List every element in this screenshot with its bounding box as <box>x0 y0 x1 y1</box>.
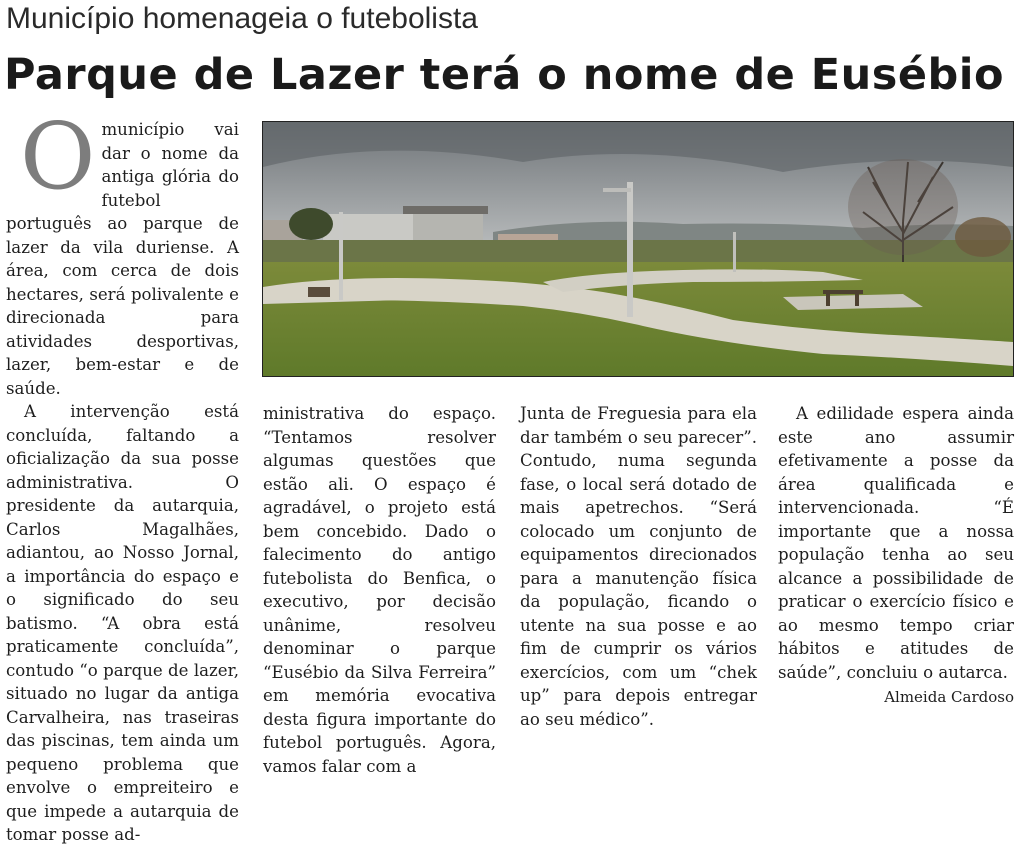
paragraph-1-text: município vai dar o nome da antiga glória do futebol português ao parque de lazer da vila duriense. A área, com cerca de dois hectares, será polivalente e direcionada para atividades desportivas, lazer, bem-estar e de saúde. <box>6 120 239 398</box>
paragraph-1 <box>6 103 239 400</box>
article-column-1 <box>6 103 239 847</box>
paragraph-3: ministrativa do espaço. “Tentamos resolver algumas questões que estão ali. O espaço é agradável, o projeto está bem concebido. Dado o falecimento do antigo futebolista do Benfica, o executivo, por decisão unânime, resolveu denominar o parque “Eusébio da Silva Ferreira” em memória evocativa desta figura importante do futebol português. Agora, vamos falar com a <box>263 404 496 776</box>
author-byline: Almeida Cardoso <box>884 688 1014 706</box>
article-headline: Parque de Lazer terá o nome de Eusébio <box>4 50 1005 100</box>
paragraph-4: Junta de Freguesia para ela dar também o seu parecer”. Contudo, numa segunda fase, o local será dotado de mais apetrechos. “Será colocado um conjunto de equipamentos direcionados para a manutenção física da população, ficando o utente na sua posse e ao fim de cumprir os vários exercícios, com um “chek up” para depois entregar ao seu médico”. <box>520 404 757 729</box>
park-photo <box>262 121 1014 377</box>
paragraph-5: A edilidade espera ainda este ano assumir efetivamente a posse da área qualificada e intervencionada. “É importante que a nossa população tenha ao seu alcance a possibilidade de praticar o exercício físico e ao mesmo tempo criar hábitos e atitudes de saúde”, concluiu o autarca. <box>778 404 1014 682</box>
article-kicker: Município homenageia o futebolista <box>6 2 478 35</box>
drop-cap: O <box>20 103 96 210</box>
article-column-3 <box>520 402 757 731</box>
article-column-4 <box>778 402 1014 710</box>
paragraph-2: A intervenção está concluída, faltando a oficialização da sua posse administrativa. O presidente da autarquia, Carlos Magalhães, adiantou, ao Nosso Jornal, a importância do espaço e o significado do seu batismo. “A obra está praticamente concluída”, contudo “o parque de lazer, situado no lugar da antiga Carvalheira, nas traseiras das piscinas, tem ainda um pequeno problema que envolve o empreiteiro e que impede a autarquia de tomar posse ad- <box>6 402 239 844</box>
article-column-2 <box>263 402 496 778</box>
park-photo-illustration <box>263 122 1013 376</box>
